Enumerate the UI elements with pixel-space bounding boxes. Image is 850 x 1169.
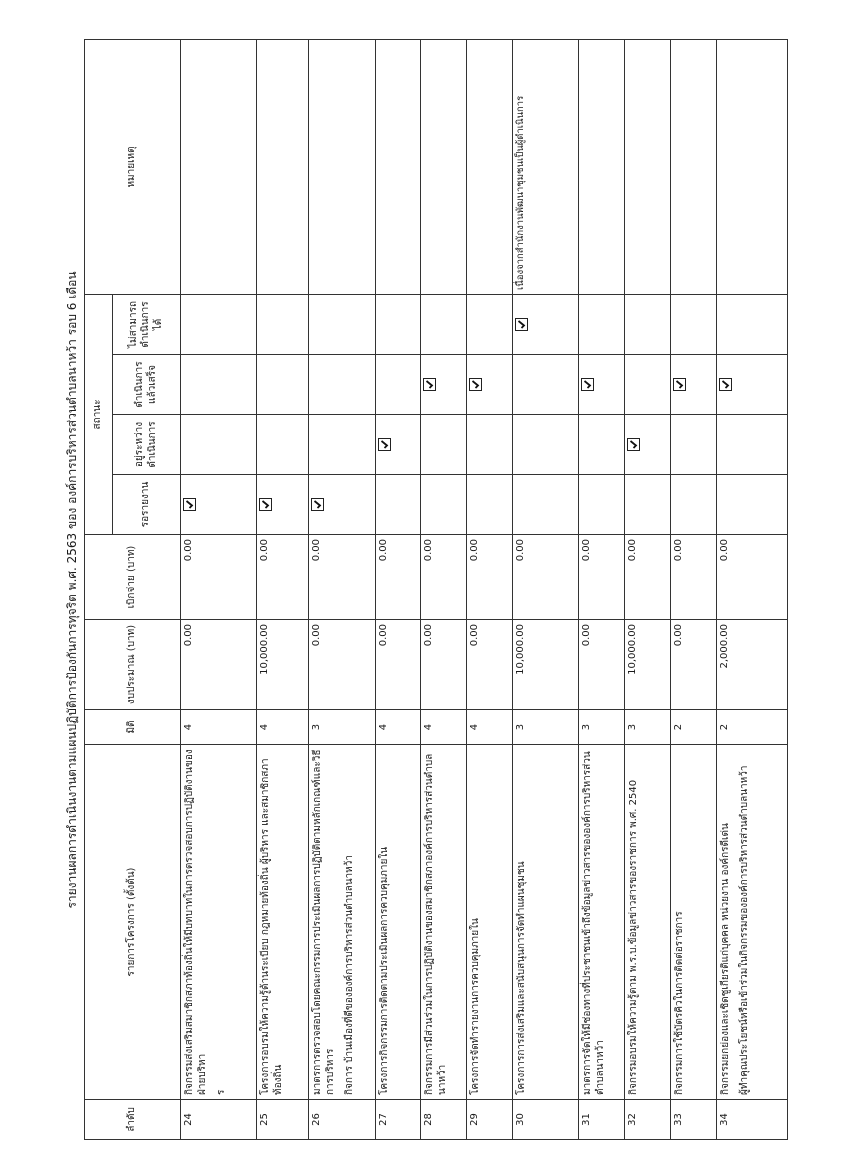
project-name: มาตรการจัดให้มีช่องทางที่ประชาชนเข้าถึงข้อมูลข่าวสารขององค์การบริหารส่วนตำบลนาหว้า	[582, 751, 607, 1095]
table-row	[716, 39, 787, 1139]
header-status-cannot: ไม่สามารถ ดำเนินการได้	[113, 294, 181, 354]
status-in-progress-cell	[579, 415, 625, 475]
status-done-cell	[375, 355, 421, 415]
project-name-cell	[671, 745, 717, 1100]
checkbox-checked-icon	[627, 438, 640, 451]
report-rows	[181, 39, 788, 1139]
status-in-progress-cell	[256, 415, 309, 475]
remark-cell	[375, 39, 421, 294]
table-row	[513, 39, 579, 1139]
status-waiting-cell	[716, 475, 787, 535]
disbursed-value: 0.00	[256, 535, 309, 620]
project-name: โครงการจัดทำรายงานการควบคุมภายใน	[470, 918, 482, 1095]
project-name: โครงการอบรมให้ความรู้ด้านระเบียบ กฎหมายท้องถิ่น ผู้บริหาร และสมาชิกสภาท้องถิ่น	[259, 758, 284, 1095]
disbursed-value: 0.00	[421, 535, 467, 620]
dimension-value: 4	[467, 710, 513, 745]
checkbox-checked-icon	[469, 378, 482, 391]
row-number: 24	[181, 1100, 257, 1140]
checkbox-checked-icon	[259, 498, 272, 511]
status-waiting-cell	[181, 475, 257, 535]
status-in-progress-cell	[467, 415, 513, 475]
dimension-value: 2	[671, 710, 717, 745]
remark-cell	[309, 39, 375, 294]
budget-value: 0.00	[181, 620, 257, 710]
status-cannot-cell	[421, 294, 467, 354]
status-waiting-cell	[579, 475, 625, 535]
dimension-value: 2	[716, 710, 787, 745]
checkbox-checked-icon	[673, 378, 686, 391]
status-in-progress-cell	[716, 415, 787, 475]
project-name-cell	[716, 745, 787, 1100]
status-waiting-cell	[309, 475, 375, 535]
project-name-cell	[309, 745, 375, 1100]
header-dimension: มิติ	[85, 710, 181, 745]
row-number: 34	[716, 1100, 787, 1140]
status-in-progress-cell	[625, 415, 671, 475]
header-budget: งบประมาณ (บาท)	[85, 620, 181, 710]
status-cannot-cell	[256, 294, 309, 354]
header-remark: หมายเหตุ	[85, 39, 181, 294]
remark-cell	[421, 39, 467, 294]
table-row	[181, 39, 257, 1139]
remark-cell	[671, 39, 717, 294]
project-name-cell	[625, 745, 671, 1100]
status-in-progress-cell	[181, 415, 257, 475]
row-number: 28	[421, 1100, 467, 1140]
status-waiting-cell	[256, 475, 309, 535]
remark-cell	[716, 39, 787, 294]
dimension-value: 3	[309, 710, 375, 745]
budget-value: 0.00	[375, 620, 421, 710]
checkbox-checked-icon	[581, 378, 594, 391]
header-status-in-progress: อยู่ระหว่าง ดำเนินการ	[113, 415, 181, 475]
report-table	[84, 39, 788, 1140]
disbursed-value: 0.00	[579, 535, 625, 620]
row-number: 26	[309, 1100, 375, 1140]
remark-cell	[625, 39, 671, 294]
checkbox-checked-icon	[515, 318, 528, 331]
budget-value: 10,000.00	[256, 620, 309, 710]
report-title: รายงานผลการดำเนินงานตามแผนปฏิบัติการป้องกันการทุจริต พ.ศ. 2563 ของ องค์การบริหารส่วนตำบลนาหว้า รอบ 6 เดือน	[65, 271, 79, 909]
dimension-value: 4	[421, 710, 467, 745]
budget-value: 10,000.00	[625, 620, 671, 710]
header-status-done: ดำเนินการ แล้วเสร็จ	[113, 355, 181, 415]
dimension-value: 3	[625, 710, 671, 745]
status-in-progress-cell	[309, 415, 375, 475]
disbursed-value: 0.00	[716, 535, 787, 620]
budget-value: 0.00	[671, 620, 717, 710]
status-done-cell	[671, 355, 717, 415]
status-waiting-cell	[513, 475, 579, 535]
table-row	[375, 39, 421, 1139]
status-in-progress-cell	[671, 415, 717, 475]
status-cannot-cell	[375, 294, 421, 354]
budget-value: 0.00	[467, 620, 513, 710]
status-done-cell	[256, 355, 309, 415]
disbursed-value: 0.00	[625, 535, 671, 620]
status-in-progress-cell	[375, 415, 421, 475]
remark-cell	[467, 39, 513, 294]
report-sheet	[60, 40, 788, 1140]
status-cannot-cell	[181, 294, 257, 354]
table-row	[421, 39, 467, 1139]
status-waiting-cell	[421, 475, 467, 535]
project-name-cell	[513, 745, 579, 1100]
project-name: กิจกรรมส่งเสริมสมาชิกสภาท้องถิ่นให้มีบทบาทในการตรวจสอบการปฏิบัติงานของฝ่ายบริหา	[184, 749, 208, 1095]
project-name-cell	[256, 745, 309, 1100]
project-name-continued: กิจการ บ้านเมืองที่ดีขององค์การบริหารส่วนตำบลนาหว้า	[344, 855, 356, 1095]
table-row	[467, 39, 513, 1139]
row-number: 27	[375, 1100, 421, 1140]
status-done-cell	[467, 355, 513, 415]
project-name-continued: ผู้ทำคุณประโยชน์หรือเข้าร่วมในกิจกรรมขององค์การบริหารส่วนตำบลนาหว้า	[738, 765, 750, 1095]
remark-cell: เนื่องจากสำนักงานพัฒนาชุมชนเป็นผู้ดำเนินการ	[513, 39, 579, 294]
status-done-cell	[513, 355, 579, 415]
status-cannot-cell	[513, 294, 579, 354]
budget-value: 0.00	[579, 620, 625, 710]
header-project: รายการโครงการ (ตั้งต้น)	[85, 745, 181, 1100]
status-done-cell	[579, 355, 625, 415]
checkbox-checked-icon	[183, 498, 196, 511]
project-name-cell	[421, 745, 467, 1100]
project-name-cell	[579, 745, 625, 1100]
budget-value: 0.00	[421, 620, 467, 710]
dimension-value: 3	[513, 710, 579, 745]
table-row	[256, 39, 309, 1139]
status-cannot-cell	[309, 294, 375, 354]
status-done-cell	[309, 355, 375, 415]
project-name-continued: ร	[216, 1089, 227, 1095]
header-status-waiting: รอรายงาน	[113, 475, 181, 535]
dimension-value: 4	[375, 710, 421, 745]
row-number: 31	[579, 1100, 625, 1140]
table-row	[579, 39, 625, 1139]
project-name: โครงการกิจกรรมการติดตามประเมินผลการควบคุมภายใน	[378, 846, 390, 1095]
header-no: ลำดับ	[85, 1100, 181, 1140]
disbursed-value: 0.00	[375, 535, 421, 620]
row-number: 25	[256, 1100, 309, 1140]
status-done-cell	[181, 355, 257, 415]
status-cannot-cell	[671, 294, 717, 354]
status-cannot-cell	[716, 294, 787, 354]
row-number: 30	[513, 1100, 579, 1140]
budget-value: 2,000.00	[716, 620, 787, 710]
row-number: 29	[467, 1100, 513, 1140]
project-name: โครงการการส่งเสริมและสนับสนุนการจัดทำแผนชุมชน	[516, 861, 528, 1095]
status-in-progress-cell	[513, 415, 579, 475]
disbursed-value: 0.00	[467, 535, 513, 620]
status-waiting-cell	[375, 475, 421, 535]
row-number: 32	[625, 1100, 671, 1140]
checkbox-checked-icon	[719, 378, 732, 391]
row-number: 33	[671, 1100, 717, 1140]
table-row	[309, 39, 375, 1139]
header-disbursed: เบิกจ่าย (บาท)	[85, 535, 181, 620]
status-done-cell	[625, 355, 671, 415]
status-waiting-cell	[625, 475, 671, 535]
checkbox-checked-icon	[378, 438, 391, 451]
project-name-cell	[181, 745, 257, 1100]
status-cannot-cell	[467, 294, 513, 354]
status-waiting-cell	[671, 475, 717, 535]
status-waiting-cell	[467, 475, 513, 535]
disbursed-value: 0.00	[671, 535, 717, 620]
disbursed-value: 0.00	[309, 535, 375, 620]
remark-cell	[181, 39, 257, 294]
remark-cell	[256, 39, 309, 294]
dimension-value: 4	[181, 710, 257, 745]
dimension-value: 4	[256, 710, 309, 745]
project-name: กิจกรรมการมีส่วนร่วมในการปฏิบัติงานของสมาชิกสภาองค์การบริหารส่วนตำบลนาหว้า	[424, 753, 449, 1095]
disbursed-value: 0.00	[181, 535, 257, 620]
project-name: กิจกรรมยกย่องและเชิดชูเกียรติแก่บุคคล หน่วยงาน องค์กรดีเด่น	[719, 823, 731, 1095]
remark-cell	[579, 39, 625, 294]
budget-value: 10,000.00	[513, 620, 579, 710]
table-row	[625, 39, 671, 1139]
header-status: สถานะ	[85, 294, 113, 534]
budget-value: 0.00	[309, 620, 375, 710]
disbursed-value: 0.00	[513, 535, 579, 620]
project-name: กิจกรรมอบรมให้ความรู้ตาม พ.ร.บ.ข้อมูลข่าวสารของราชการ พ.ศ. 2540	[628, 779, 640, 1095]
project-name: มาตรการตรวจสอบโดยคณะกรรมการประเมินผลการปฏิบัติตามหลักเกณฑ์และวิธีการบริหาร	[312, 749, 337, 1095]
project-name-cell	[467, 745, 513, 1100]
status-done-cell	[716, 355, 787, 415]
project-name: กิจกรรมการใช้บัตรคิวในการติดต่อราชการ	[674, 911, 686, 1095]
status-done-cell	[421, 355, 467, 415]
table-row	[671, 39, 717, 1139]
project-name-cell	[375, 745, 421, 1100]
checkbox-checked-icon	[423, 378, 436, 391]
status-in-progress-cell	[421, 415, 467, 475]
status-cannot-cell	[625, 294, 671, 354]
status-cannot-cell	[579, 294, 625, 354]
dimension-value: 3	[579, 710, 625, 745]
checkbox-checked-icon	[311, 498, 324, 511]
